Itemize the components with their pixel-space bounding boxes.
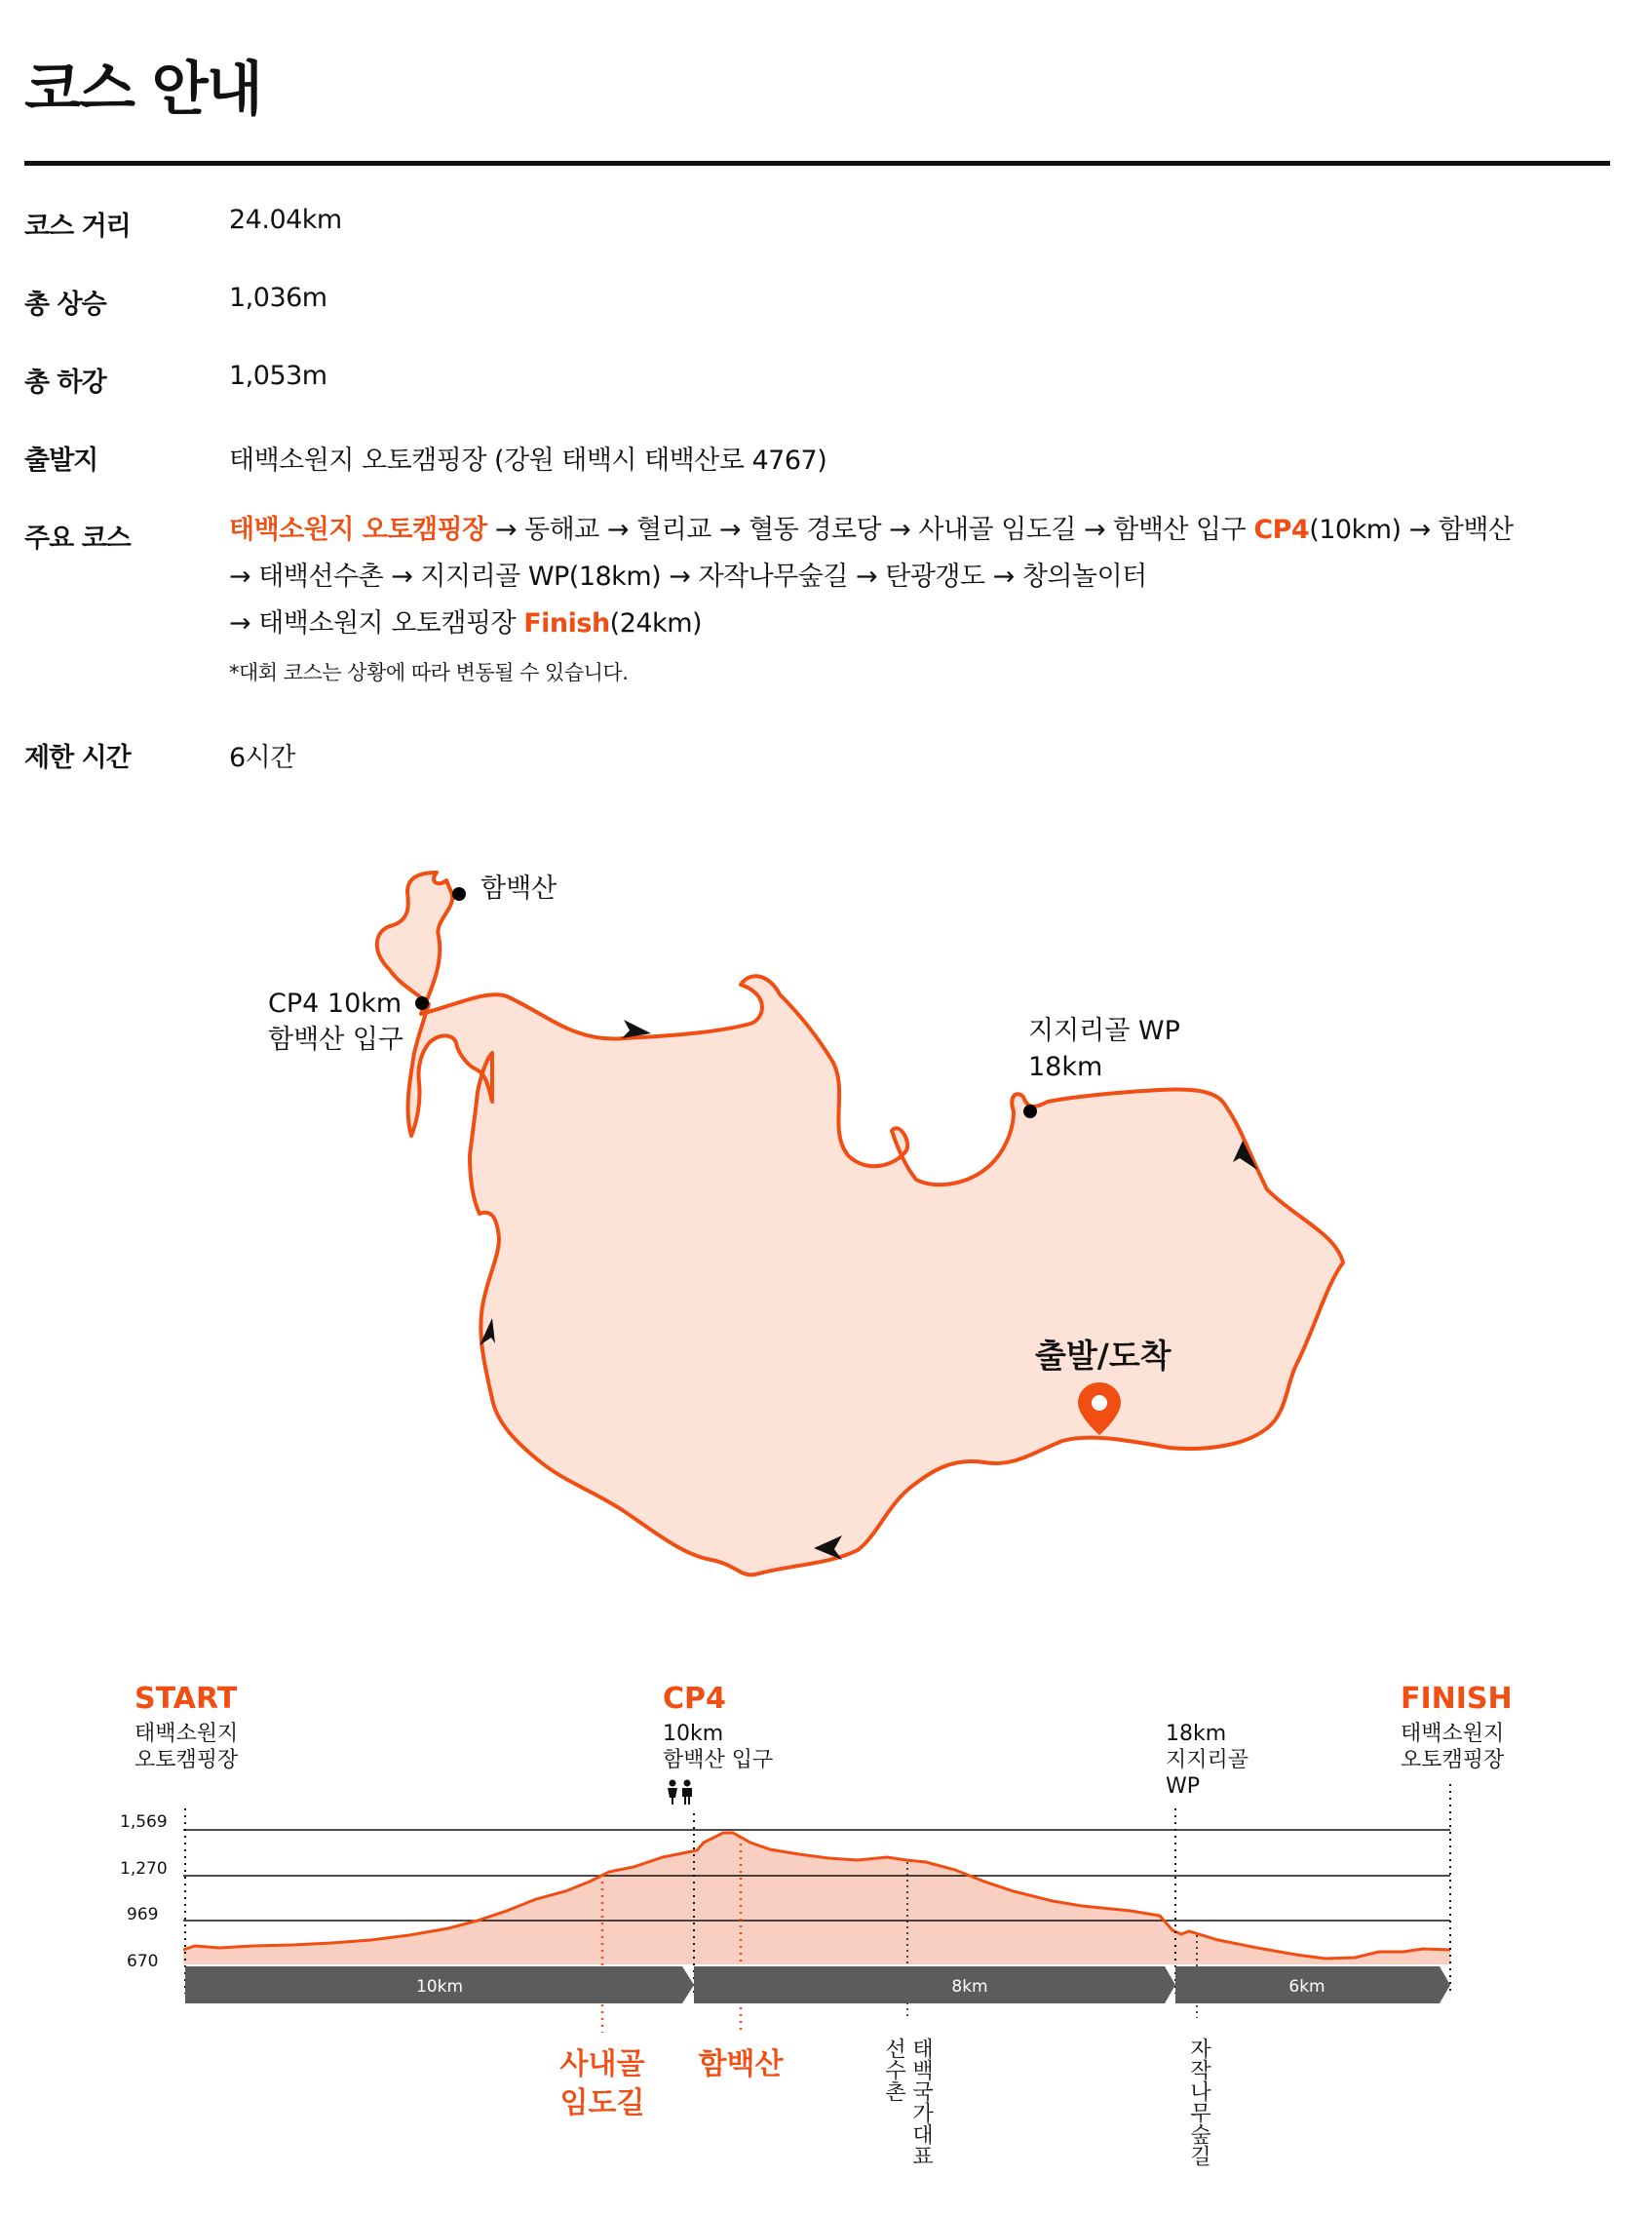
course-start-highlight: 태백소원지 오토캠핑장 bbox=[229, 515, 487, 545]
cp4-label-line1: CP4 10km bbox=[268, 989, 403, 1019]
course-finish-highlight: Finish bbox=[523, 608, 610, 639]
segment-label-2: 8km bbox=[951, 1977, 988, 1997]
y-axis-label-670: 670 bbox=[127, 1952, 159, 1971]
start-point-label: 출발지 bbox=[24, 446, 98, 476]
course-line3-start: → 태백소원지 오토캠핑장 bbox=[229, 608, 524, 639]
y-axis-label-969: 969 bbox=[127, 1905, 159, 1924]
page-title: 코스 안내 bbox=[24, 56, 261, 124]
wp-label-line1: 지지리골 WP bbox=[1028, 1016, 1180, 1046]
restroom-icon bbox=[668, 1780, 692, 1806]
descent-value: 1,053m bbox=[229, 361, 327, 391]
sanaegol-label-line2: 임도길 bbox=[559, 2086, 645, 2120]
ascent-label: 총 상승 bbox=[24, 290, 106, 320]
wp-label-line2: 18km bbox=[1028, 1052, 1103, 1082]
course-line1-end: (10km) → 함백산 bbox=[1309, 515, 1514, 545]
start-finish-label: 출발/도착 bbox=[1035, 1337, 1172, 1375]
course-line1-mid: → 동해교 → 혈리교 → 혈동 경로당 → 사내골 임도길 → 함백산 입구 bbox=[486, 515, 1254, 545]
national-team-label-col2: 태백국가대표 bbox=[908, 2038, 934, 2166]
course-cp4-highlight: CP4 bbox=[1253, 515, 1310, 545]
cp4-line2: 함백산 입구 bbox=[663, 1748, 774, 1772]
wp-line2: 지지리골 bbox=[1166, 1748, 1249, 1772]
cp4-line1: 10km bbox=[663, 1722, 724, 1746]
hambaeksan-label: 함백산 bbox=[698, 2047, 784, 2081]
y-axis-label-1569: 1,569 bbox=[120, 1812, 168, 1832]
distance-value: 24.04km bbox=[229, 205, 342, 235]
time-limit-label: 제한 시간 bbox=[24, 743, 131, 773]
start-point-value: 태백소원지 오토캠핑장 (강원 태백시 태백산로 4767) bbox=[229, 446, 827, 476]
elevation-area bbox=[183, 1833, 1450, 1964]
distance-label: 코스 거리 bbox=[24, 212, 131, 242]
start-line1: 태백소원지 bbox=[134, 1722, 239, 1746]
main-course-label: 주요 코스 bbox=[24, 524, 131, 554]
y-axis-label-1270: 1,270 bbox=[120, 1859, 168, 1879]
birch-forest-label: 자작나무숲길 bbox=[1186, 2038, 1211, 2166]
ascent-value: 1,036m bbox=[229, 283, 327, 313]
finish-line1: 태백소원지 bbox=[1401, 1722, 1505, 1746]
descent-label: 총 하강 bbox=[24, 368, 106, 398]
cp4-title: CP4 bbox=[663, 1682, 726, 1716]
sanaegol-label-line1: 사내골 bbox=[559, 2047, 645, 2081]
course-line-2: → 태백선수촌 → 지지리골 WP(18km) → 자작나무숲길 → 탄광갱도 → 창의놀이터 bbox=[229, 562, 1147, 592]
segment-label-3: 6km bbox=[1288, 1977, 1325, 1997]
start-line2: 오토캠핑장 bbox=[134, 1748, 239, 1772]
cp4-label-line2: 함백산 입구 bbox=[268, 1025, 403, 1055]
time-limit-value: 6시간 bbox=[229, 743, 295, 773]
start-title: START bbox=[134, 1682, 238, 1716]
segment-label-1: 10km bbox=[415, 1977, 464, 1997]
wp-line1: 18km bbox=[1166, 1722, 1227, 1746]
wp-line3: WP bbox=[1166, 1774, 1201, 1799]
finish-line2: 오토캠핑장 bbox=[1401, 1748, 1505, 1772]
national-team-label-col1: 선수촌 bbox=[881, 2038, 906, 2102]
course-line3-end: (24km) bbox=[609, 608, 703, 639]
segment-bar-2 bbox=[694, 1966, 1175, 2003]
finish-title: FINISH bbox=[1401, 1682, 1513, 1716]
peak-label: 함백산 bbox=[480, 874, 557, 904]
course-note: *대회 코스는 상황에 따라 변동될 수 있습니다. bbox=[229, 661, 629, 684]
